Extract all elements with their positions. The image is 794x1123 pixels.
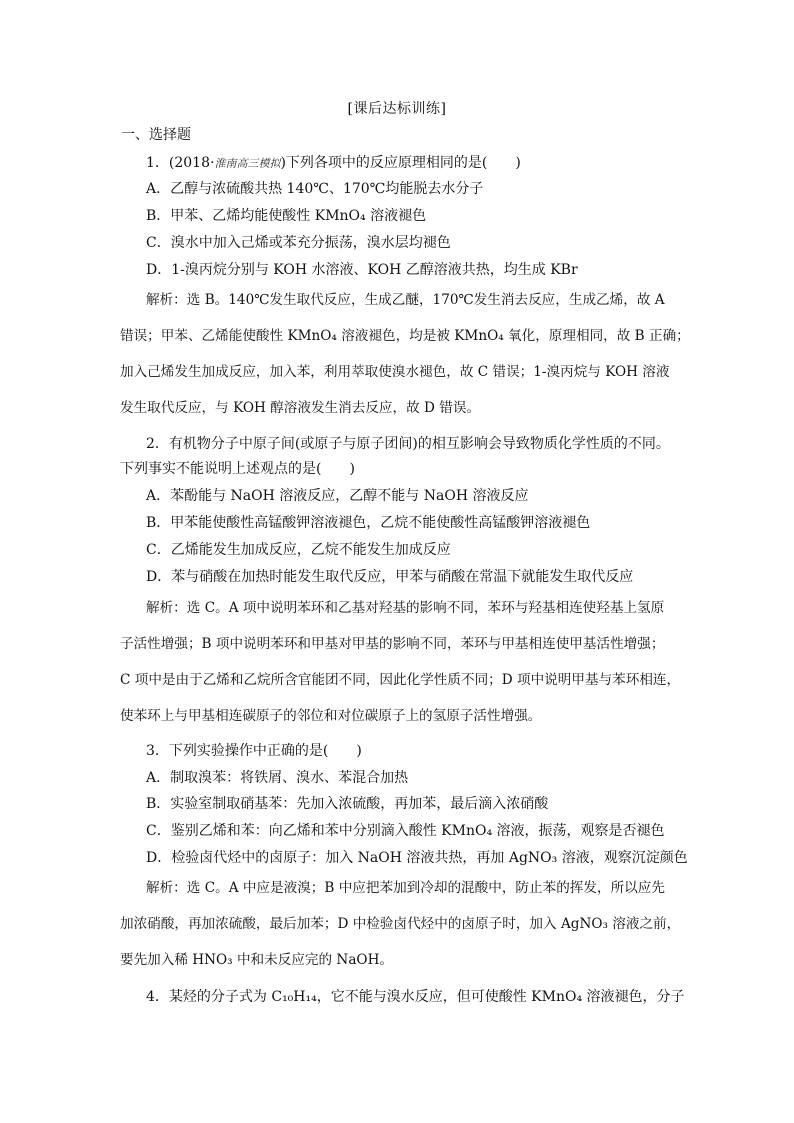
question-3-option-d: D．检验卤代烃中的卤原子：加入 NaOH 溶液共热，再加 AgNO₃ 溶液，观察沉淀颜色 (146, 850, 688, 866)
question-1-number: 1．(2018· (146, 155, 215, 171)
question-1-option-a: A．乙醇与浓硫酸共热 140℃、170℃均能脱去水分子 (146, 181, 484, 197)
question-1-source-tag: 淮南高三模拟 (214, 157, 281, 170)
question-2-option-b: B．甲苯能使酸性高锰酸钾溶液褪色，乙烷不能使酸性高锰酸钾溶液褪色 (146, 515, 591, 531)
question-1-option-c: C．溴水中加入己烯或苯充分振荡，溴水层均褪色 (146, 235, 451, 251)
question-3-option-c: C．鉴别乙烯和苯：向乙烯和苯中分别滴入酸性 KMnO₄ 溶液，振荡，观察是否褪色 (146, 823, 665, 839)
question-2-analysis-line: 子活性增强；B 项中说明苯环和甲基对甲基的影响不同，苯环与甲基相连使甲基活性增强； (120, 636, 665, 652)
question-3-option-a: A．制取溴苯：将铁屑、溴水、苯混合加热 (146, 770, 409, 786)
question-2-option-a: A．苯酚能与 NaOH 溶液反应，乙醇不能与 NaOH 溶液反应 (146, 488, 529, 504)
question-3-option-b: B．实验室制取硝基苯：先加入浓硫酸，再加苯，最后滴入浓硝酸 (146, 796, 549, 812)
question-2-option-d: D．苯与硝酸在加热时能发生取代反应，甲苯与硝酸在常温下就能发生取代反应 (146, 569, 634, 585)
question-1-stem (146, 156, 521, 170)
question-1-analysis-line: 错误；甲苯、乙烯能使酸性 KMnO₄ 溶液褪色，均是被 KMnO₄ 氧化，原理相同，故 B 正确； (120, 328, 690, 344)
question-1-text: )下列各项中的反应原理相同的是( ) (280, 155, 521, 171)
question-4-stem: 4．某烃的分子式为 C₁₀H₁₄，它不能与溴水反应，但可使酸性 KMnO₄ 溶液褪色，分子 (146, 989, 685, 1005)
question-1-analysis-line: 发生取代反应，与 KOH 醇溶液发生消去反应，故 D 错误。 (120, 400, 481, 416)
question-2-analysis-line: C 项中是由于乙烯和乙烷所含官能团不同，因此化学性质不同；D 项中说明甲基与苯环相连， (120, 672, 681, 688)
question-3-analysis-line: 加浓硝酸，再加浓硫酸，最后加苯；D 中检验卤代烃中的卤原子时，加入 AgNO₃ 溶液之前， (120, 916, 681, 932)
question-3-analysis-line: 要先加入稀 HNO₃ 中和未反应完的 NaOH。 (120, 952, 394, 968)
question-3-stem: 3．下列实验操作中正确的是( ) (146, 743, 362, 759)
question-1-option-d: D．1-溴丙烷分别与 KOH 水溶液、KOH 乙醇溶液共热，均生成 KBr (146, 262, 578, 278)
question-2-stem-continued: 下列事实不能说明上述观点的是( ) (120, 461, 355, 477)
question-1-option-b: B．甲苯、乙烯均能使酸性 KMnO₄ 溶液褪色 (146, 208, 427, 224)
question-2-option-c: C．乙烯能发生加成反应，乙烷不能发生加成反应 (146, 542, 451, 558)
question-2-stem: 2．有机物分子中原子间(或原子与原子团间)的相互影响会导致物质化学性质的不同。 (146, 436, 670, 452)
question-2-analysis-line: 使苯环上与甲基相连碳原子的邻位和对位碳原子上的氢原子活性增强。 (120, 708, 542, 724)
question-1-analysis-line: 加入己烯发生加成反应，加入苯，利用萃取使溴水褪色，故 C 错误；1-溴丙烷与 KOH 溶液 (120, 364, 670, 380)
question-1-analysis-line: 解析：选 B。140℃发生取代反应，生成乙醚，170℃发生消去反应，生成乙烯，故 A (146, 292, 665, 308)
question-3-analysis-line: 解析：选 C。A 中应是液溴；B 中应把苯加到冷却的混酸中，防止苯的挥发，所以应先 (146, 880, 665, 896)
page-title: [课后达标训练] (347, 101, 447, 117)
section-title: 一、选择题 (121, 127, 191, 143)
question-2-analysis-line: 解析：选 C。A 项中说明苯环和乙基对羟基的影响不同，苯环与羟基相连使羟基上氢原 (146, 600, 665, 616)
